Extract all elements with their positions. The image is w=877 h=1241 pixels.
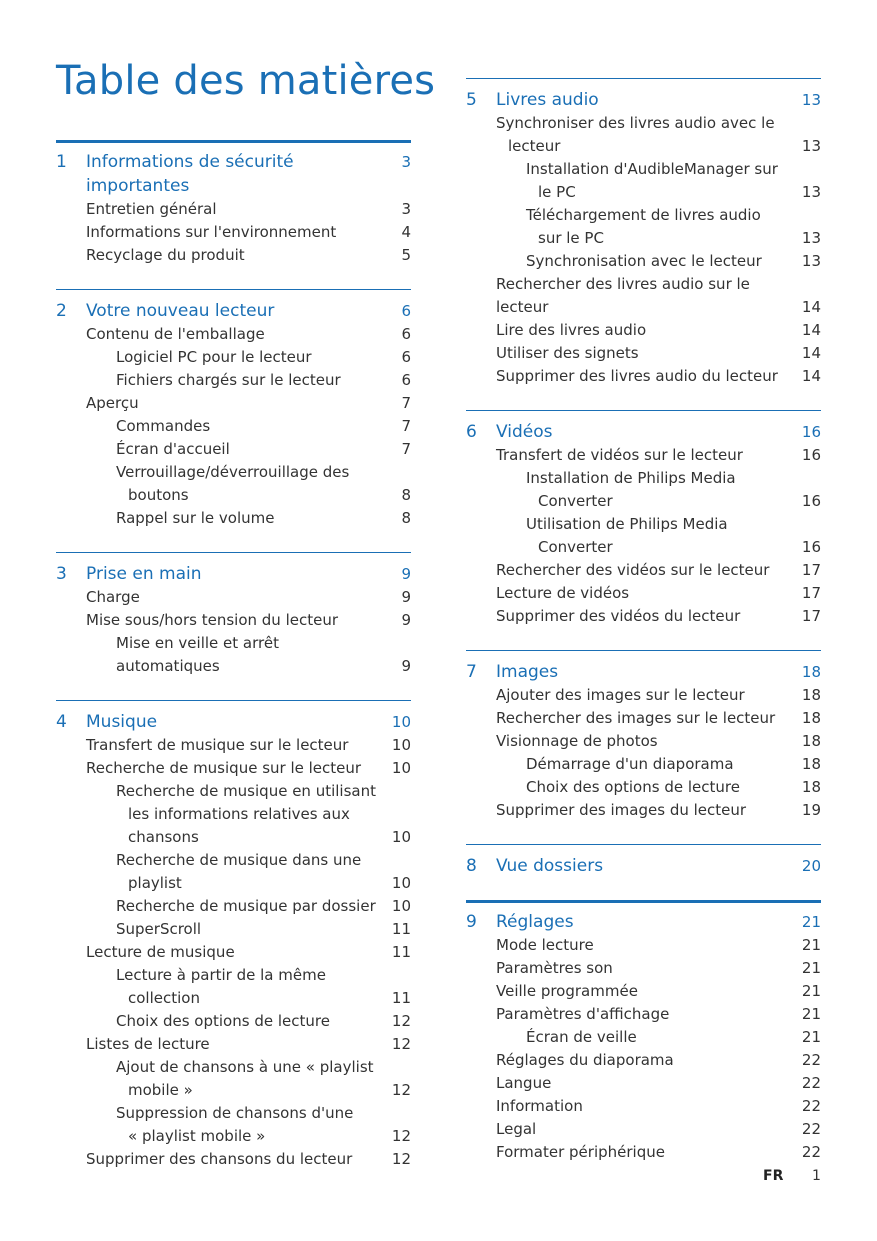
toc-entry[interactable] bbox=[466, 582, 821, 605]
toc-entry[interactable] bbox=[466, 112, 821, 158]
chapter-title: Prise en main bbox=[86, 564, 202, 584]
entry-page: 21 bbox=[801, 959, 821, 977]
entry-title-line: Recherche de musique en utilisant bbox=[116, 782, 376, 800]
entry-title bbox=[56, 1056, 383, 1102]
entry-title-line: Langue bbox=[496, 1074, 552, 1092]
entry-title bbox=[56, 941, 383, 964]
entry-title bbox=[466, 250, 793, 273]
toc-entry[interactable] bbox=[466, 342, 821, 365]
toc-column-right bbox=[466, 78, 821, 1186]
toc-entry[interactable] bbox=[466, 730, 821, 753]
entry-page: 18 bbox=[801, 709, 821, 727]
entry-title-line: Rechercher des livres audio sur le lecteur bbox=[496, 275, 750, 316]
entry-title-line: Contenu de l'emballage bbox=[86, 325, 265, 343]
entry-title-line: Mise sous/hors tension du lecteur bbox=[86, 611, 338, 629]
entry-title bbox=[56, 507, 383, 530]
entry-page: 6 bbox=[401, 348, 411, 366]
chapter-page: 13 bbox=[801, 91, 821, 109]
entry-title-line: Recherche de musique par dossier bbox=[116, 897, 376, 915]
entry-title-line: Mise en veille et arrêt automatiques bbox=[116, 634, 279, 675]
entry-title bbox=[466, 319, 793, 342]
toc-chapter-heading[interactable] bbox=[466, 88, 821, 112]
toc-entry[interactable] bbox=[466, 1141, 821, 1164]
toc-entry[interactable] bbox=[56, 438, 411, 461]
toc-entry[interactable] bbox=[56, 415, 411, 438]
entry-title bbox=[466, 707, 793, 730]
entry-title bbox=[466, 365, 793, 388]
chapter-title: Votre nouveau lecteur bbox=[86, 301, 275, 321]
entry-title bbox=[466, 513, 793, 559]
toc-entry[interactable] bbox=[466, 684, 821, 707]
entry-title-line: Installation d'AudibleManager sur bbox=[526, 160, 778, 178]
entry-page: 10 bbox=[391, 828, 411, 846]
toc-entry[interactable] bbox=[466, 1026, 821, 1049]
toc-entry[interactable] bbox=[56, 757, 411, 780]
toc-section bbox=[466, 78, 821, 388]
entry-page: 11 bbox=[391, 943, 411, 961]
entry-page: 22 bbox=[801, 1143, 821, 1161]
entry-title-line: Rechercher des vidéos sur le lecteur bbox=[496, 561, 770, 579]
entry-page: 17 bbox=[801, 607, 821, 625]
entry-page: 13 bbox=[801, 183, 821, 201]
entry-title-line: Informations sur l'environnement bbox=[86, 223, 337, 241]
toc-entry[interactable] bbox=[466, 158, 821, 204]
entry-page: 10 bbox=[391, 759, 411, 777]
entry-page: 9 bbox=[401, 611, 411, 629]
toc-entry[interactable] bbox=[466, 934, 821, 957]
entry-page: 14 bbox=[801, 344, 821, 362]
toc-chapter-heading[interactable] bbox=[466, 910, 821, 934]
toc-section bbox=[466, 900, 821, 1164]
entry-title bbox=[56, 346, 383, 369]
entry-title bbox=[56, 369, 383, 392]
entry-page: 18 bbox=[801, 686, 821, 704]
toc-section bbox=[466, 410, 821, 628]
entry-title-line: Supprimer des livres audio du lecteur bbox=[496, 367, 778, 385]
entry-title bbox=[56, 586, 383, 609]
entry-title-line: Commandes bbox=[116, 417, 211, 435]
entry-title bbox=[56, 221, 383, 244]
entry-title-line: sur le PC bbox=[538, 229, 604, 247]
footer-language: FR bbox=[763, 1168, 784, 1184]
entry-title bbox=[56, 609, 383, 632]
entry-title bbox=[56, 734, 383, 757]
chapter-number: 9 bbox=[466, 912, 477, 932]
toc-entry[interactable] bbox=[56, 1102, 411, 1148]
entry-title-line: Lecture de musique bbox=[86, 943, 235, 961]
entry-title bbox=[466, 1049, 793, 1072]
toc-entry[interactable] bbox=[466, 707, 821, 730]
entry-title-line: chansons bbox=[128, 828, 199, 846]
entry-title-line: Listes de lecture bbox=[86, 1035, 210, 1053]
entry-page: 16 bbox=[801, 446, 821, 464]
toc-entry[interactable] bbox=[56, 632, 411, 678]
entry-page: 17 bbox=[801, 584, 821, 602]
entry-title-line: Entretien général bbox=[86, 200, 217, 218]
toc-entry[interactable] bbox=[56, 1148, 411, 1171]
toc-entry[interactable] bbox=[466, 753, 821, 776]
entry-title bbox=[56, 1102, 383, 1148]
toc-entry[interactable] bbox=[466, 467, 821, 513]
entry-page: 22 bbox=[801, 1120, 821, 1138]
entry-title-line: Fichiers chargés sur le lecteur bbox=[116, 371, 341, 389]
toc-entry[interactable] bbox=[466, 799, 821, 822]
toc-entry[interactable] bbox=[56, 941, 411, 964]
entry-title-line: Paramètres son bbox=[496, 959, 613, 977]
entry-page: 16 bbox=[801, 538, 821, 556]
entry-title-line: Synchroniser des livres audio avec le bbox=[496, 114, 775, 132]
entry-page: 21 bbox=[801, 936, 821, 954]
entry-page: 8 bbox=[401, 486, 411, 504]
entry-title bbox=[56, 461, 383, 507]
entry-title bbox=[56, 438, 383, 461]
chapter-page: 20 bbox=[801, 857, 821, 875]
entry-title bbox=[466, 799, 793, 822]
entry-title-line: Recherche de musique dans une bbox=[116, 851, 362, 869]
entry-title-line: Recyclage du produit bbox=[86, 246, 245, 264]
entry-title-line: mobile » bbox=[128, 1081, 193, 1099]
chapter-page: 10 bbox=[391, 713, 411, 731]
entry-title bbox=[466, 605, 793, 628]
entry-title-line: Transfert de vidéos sur le lecteur bbox=[496, 446, 743, 464]
entry-title-line: lecteur bbox=[508, 137, 561, 155]
entry-title-line: Rechercher des images sur le lecteur bbox=[496, 709, 776, 727]
toc-entry[interactable] bbox=[56, 849, 411, 895]
entry-title-line: Information bbox=[496, 1097, 583, 1115]
entry-title-line: Téléchargement de livres audio bbox=[526, 206, 761, 224]
toc-entry[interactable] bbox=[466, 250, 821, 273]
entry-title-line: Legal bbox=[496, 1120, 537, 1138]
chapter-title: Informations de sécurité importantes bbox=[86, 152, 294, 196]
toc-entry[interactable] bbox=[56, 198, 411, 221]
page-title: Table des matières bbox=[56, 58, 436, 104]
entry-title-line: Choix des options de lecture bbox=[116, 1012, 330, 1030]
entry-title-line: Écran de veille bbox=[526, 1028, 637, 1046]
toc-entry[interactable] bbox=[466, 273, 821, 319]
entry-page: 9 bbox=[401, 588, 411, 606]
entry-title bbox=[466, 1118, 793, 1141]
entry-title bbox=[466, 1026, 793, 1049]
entry-title-line: Converter bbox=[538, 538, 613, 556]
toc-chapter-heading[interactable] bbox=[56, 299, 411, 323]
entry-page: 5 bbox=[401, 246, 411, 264]
entry-title-line: Logiciel PC pour le lecteur bbox=[116, 348, 312, 366]
entry-title-line: Lecture de vidéos bbox=[496, 584, 630, 602]
chapter-page: 18 bbox=[801, 663, 821, 681]
toc-entry[interactable] bbox=[56, 392, 411, 415]
entry-page: 6 bbox=[401, 371, 411, 389]
entry-title-line: Supprimer des vidéos du lecteur bbox=[496, 607, 741, 625]
entry-title-line: Réglages du diaporama bbox=[496, 1051, 674, 1069]
toc-entry[interactable] bbox=[466, 1095, 821, 1118]
entry-title bbox=[56, 244, 383, 267]
entry-title-line: Formater périphérique bbox=[496, 1143, 665, 1161]
chapter-number: 2 bbox=[56, 301, 67, 321]
entry-title bbox=[466, 204, 793, 250]
toc-chapter-heading[interactable] bbox=[466, 660, 821, 684]
toc-entry[interactable] bbox=[466, 1003, 821, 1026]
entry-title-line: boutons bbox=[128, 486, 189, 504]
chapter-title: Vue dossiers bbox=[496, 856, 604, 876]
entry-page: 17 bbox=[801, 561, 821, 579]
toc-section bbox=[466, 844, 821, 878]
toc-entry[interactable] bbox=[466, 776, 821, 799]
entry-title bbox=[466, 1095, 793, 1118]
toc-entry[interactable] bbox=[56, 1010, 411, 1033]
entry-title bbox=[466, 934, 793, 957]
entry-title bbox=[56, 895, 383, 918]
footer-page-number: 1 bbox=[812, 1168, 821, 1184]
chapter-title: Réglages bbox=[496, 912, 574, 932]
chapter-number: 8 bbox=[466, 856, 477, 876]
entry-title bbox=[56, 1010, 383, 1033]
entry-page: 12 bbox=[391, 1081, 411, 1099]
entry-title-line: Lire des livres audio bbox=[496, 321, 647, 339]
toc-entry[interactable] bbox=[56, 918, 411, 941]
entry-title-line: Utiliser des signets bbox=[496, 344, 639, 362]
chapter-page: 6 bbox=[401, 302, 411, 320]
entry-page: 13 bbox=[801, 252, 821, 270]
entry-title bbox=[466, 273, 793, 319]
entry-title-line: Installation de Philips Media bbox=[526, 469, 736, 487]
entry-title bbox=[466, 559, 793, 582]
entry-title-line: Choix des options de lecture bbox=[526, 778, 740, 796]
entry-page: 12 bbox=[391, 1150, 411, 1168]
chapter-page: 16 bbox=[801, 423, 821, 441]
entry-title bbox=[56, 918, 383, 941]
entry-title-line: Paramètres d'affichage bbox=[496, 1005, 670, 1023]
entry-title bbox=[466, 444, 793, 467]
toc-entry[interactable] bbox=[56, 609, 411, 632]
entry-title-line: Aperçu bbox=[86, 394, 139, 412]
chapter-title: Images bbox=[496, 662, 559, 682]
entry-page: 11 bbox=[391, 920, 411, 938]
toc-section bbox=[466, 650, 821, 822]
entry-page: 14 bbox=[801, 298, 821, 316]
entry-title-line: Mode lecture bbox=[496, 936, 594, 954]
entry-title-line: Écran d'accueil bbox=[116, 440, 230, 458]
entry-title-line: Converter bbox=[538, 492, 613, 510]
toc-entry[interactable] bbox=[56, 780, 411, 849]
entry-page: 10 bbox=[391, 736, 411, 754]
entry-title-line: Supprimer des chansons du lecteur bbox=[86, 1150, 353, 1168]
entry-title bbox=[56, 632, 383, 678]
entry-title bbox=[56, 392, 383, 415]
toc-entry[interactable] bbox=[466, 513, 821, 559]
entry-title bbox=[466, 730, 793, 753]
chapter-number: 7 bbox=[466, 662, 477, 682]
toc-entry[interactable] bbox=[466, 1118, 821, 1141]
entry-title-line: le PC bbox=[538, 183, 576, 201]
entry-title-line: Lecture à partir de la même bbox=[116, 966, 326, 984]
entry-page: 12 bbox=[391, 1127, 411, 1145]
chapter-page: 21 bbox=[801, 913, 821, 931]
entry-page: 18 bbox=[801, 755, 821, 773]
entry-title bbox=[56, 415, 383, 438]
toc-section bbox=[56, 700, 411, 1171]
entry-page: 21 bbox=[801, 982, 821, 1000]
entry-page: 10 bbox=[391, 897, 411, 915]
entry-title-line: SuperScroll bbox=[116, 920, 202, 938]
entry-title bbox=[56, 757, 383, 780]
entry-title-line: collection bbox=[128, 989, 200, 1007]
toc-entry[interactable] bbox=[56, 586, 411, 609]
toc-entry[interactable] bbox=[56, 369, 411, 392]
chapter-title: Livres audio bbox=[496, 90, 599, 110]
toc-chapter-heading[interactable] bbox=[56, 150, 411, 198]
entry-title-line: Veille programmée bbox=[496, 982, 638, 1000]
toc-entry[interactable] bbox=[56, 895, 411, 918]
entry-title bbox=[466, 957, 793, 980]
toc-entry[interactable] bbox=[56, 346, 411, 369]
toc-entry[interactable] bbox=[466, 1072, 821, 1095]
entry-title-line: Visionnage de photos bbox=[496, 732, 658, 750]
toc-entry[interactable] bbox=[466, 204, 821, 250]
toc-chapter-heading[interactable] bbox=[466, 854, 821, 878]
toc-chapter-heading[interactable] bbox=[56, 710, 411, 734]
entry-title-line: Suppression de chansons d'une bbox=[116, 1104, 354, 1122]
entry-title bbox=[466, 158, 793, 204]
entry-title bbox=[466, 753, 793, 776]
chapter-title: Musique bbox=[86, 712, 158, 732]
toc-entry[interactable] bbox=[56, 221, 411, 244]
entry-page: 10 bbox=[391, 874, 411, 892]
toc-entry[interactable] bbox=[466, 365, 821, 388]
toc-entry[interactable] bbox=[56, 1056, 411, 1102]
toc-entry[interactable] bbox=[466, 559, 821, 582]
toc-column-left bbox=[56, 140, 411, 1193]
chapter-title: Vidéos bbox=[496, 422, 553, 442]
chapter-number: 4 bbox=[56, 712, 67, 732]
entry-page: 21 bbox=[801, 1028, 821, 1046]
entry-title bbox=[56, 1148, 383, 1171]
entry-page: 22 bbox=[801, 1074, 821, 1092]
entry-title-line: Synchronisation avec le lecteur bbox=[526, 252, 762, 270]
entry-page: 18 bbox=[801, 732, 821, 750]
entry-page: 12 bbox=[391, 1012, 411, 1030]
entry-page: 7 bbox=[401, 440, 411, 458]
entry-page: 13 bbox=[801, 229, 821, 247]
entry-page: 13 bbox=[801, 137, 821, 155]
toc-entry[interactable] bbox=[56, 1033, 411, 1056]
toc-entry[interactable] bbox=[466, 1049, 821, 1072]
entry-page: 4 bbox=[401, 223, 411, 241]
entry-title bbox=[466, 1141, 793, 1164]
entry-page: 8 bbox=[401, 509, 411, 527]
entry-page: 9 bbox=[401, 657, 411, 675]
entry-page: 18 bbox=[801, 778, 821, 796]
entry-title bbox=[56, 780, 383, 849]
chapter-number: 6 bbox=[466, 422, 477, 442]
entry-title bbox=[466, 684, 793, 707]
entry-title bbox=[56, 964, 383, 1010]
entry-title bbox=[56, 849, 383, 895]
entry-title bbox=[466, 776, 793, 799]
toc-section bbox=[56, 140, 411, 267]
entry-title bbox=[56, 323, 383, 346]
entry-title-line: Ajout de chansons à une « playlist bbox=[116, 1058, 374, 1076]
toc-entry[interactable] bbox=[56, 734, 411, 757]
toc-entry[interactable] bbox=[466, 980, 821, 1003]
toc-entry[interactable] bbox=[56, 507, 411, 530]
toc-section bbox=[56, 289, 411, 530]
entry-title-line: Ajouter des images sur le lecteur bbox=[496, 686, 745, 704]
toc-entry[interactable] bbox=[466, 957, 821, 980]
entry-title-line: Rappel sur le volume bbox=[116, 509, 275, 527]
entry-page: 12 bbox=[391, 1035, 411, 1053]
entry-page: 16 bbox=[801, 492, 821, 510]
entry-title bbox=[466, 467, 793, 513]
entry-title bbox=[466, 342, 793, 365]
entry-title bbox=[56, 1033, 383, 1056]
toc-entry[interactable] bbox=[56, 964, 411, 1010]
entry-title bbox=[466, 112, 793, 158]
toc-chapter-heading[interactable] bbox=[56, 562, 411, 586]
entry-page: 3 bbox=[401, 200, 411, 218]
entry-page: 7 bbox=[401, 394, 411, 412]
entry-title-line: Utilisation de Philips Media bbox=[526, 515, 728, 533]
chapter-number: 3 bbox=[56, 564, 67, 584]
chapter-page: 3 bbox=[401, 153, 411, 171]
toc-entry[interactable] bbox=[466, 319, 821, 342]
entry-title-line: « playlist mobile » bbox=[128, 1127, 266, 1145]
entry-title-line: les informations relatives aux bbox=[128, 805, 350, 823]
entry-page: 14 bbox=[801, 321, 821, 339]
entry-title-line: Recherche de musique sur le lecteur bbox=[86, 759, 362, 777]
entry-page: 21 bbox=[801, 1005, 821, 1023]
entry-title-line: Transfert de musique sur le lecteur bbox=[86, 736, 349, 754]
entry-title bbox=[56, 198, 383, 221]
entry-page: 14 bbox=[801, 367, 821, 385]
entry-page: 22 bbox=[801, 1051, 821, 1069]
entry-title-line: Charge bbox=[86, 588, 140, 606]
toc-entry[interactable] bbox=[466, 605, 821, 628]
entry-title bbox=[466, 582, 793, 605]
entry-title-line: Verrouillage/déverrouillage des bbox=[116, 463, 350, 481]
entry-page: 19 bbox=[801, 801, 821, 819]
entry-page: 22 bbox=[801, 1097, 821, 1115]
entry-title bbox=[466, 980, 793, 1003]
chapter-page: 9 bbox=[401, 565, 411, 583]
entry-page: 6 bbox=[401, 325, 411, 343]
chapter-number: 1 bbox=[56, 152, 67, 172]
toc-chapter-heading[interactable] bbox=[466, 420, 821, 444]
entry-title bbox=[466, 1072, 793, 1095]
toc-entry[interactable] bbox=[56, 244, 411, 267]
entry-title-line: Supprimer des images du lecteur bbox=[496, 801, 747, 819]
entry-page: 7 bbox=[401, 417, 411, 435]
entry-title-line: playlist bbox=[128, 874, 182, 892]
entry-title-line: Démarrage d'un diaporama bbox=[526, 755, 734, 773]
toc-entry[interactable] bbox=[56, 461, 411, 507]
entry-page: 11 bbox=[391, 989, 411, 1007]
entry-title bbox=[466, 1003, 793, 1026]
chapter-number: 5 bbox=[466, 90, 477, 110]
toc-entry[interactable] bbox=[56, 323, 411, 346]
toc-entry[interactable] bbox=[466, 444, 821, 467]
toc-section bbox=[56, 552, 411, 678]
